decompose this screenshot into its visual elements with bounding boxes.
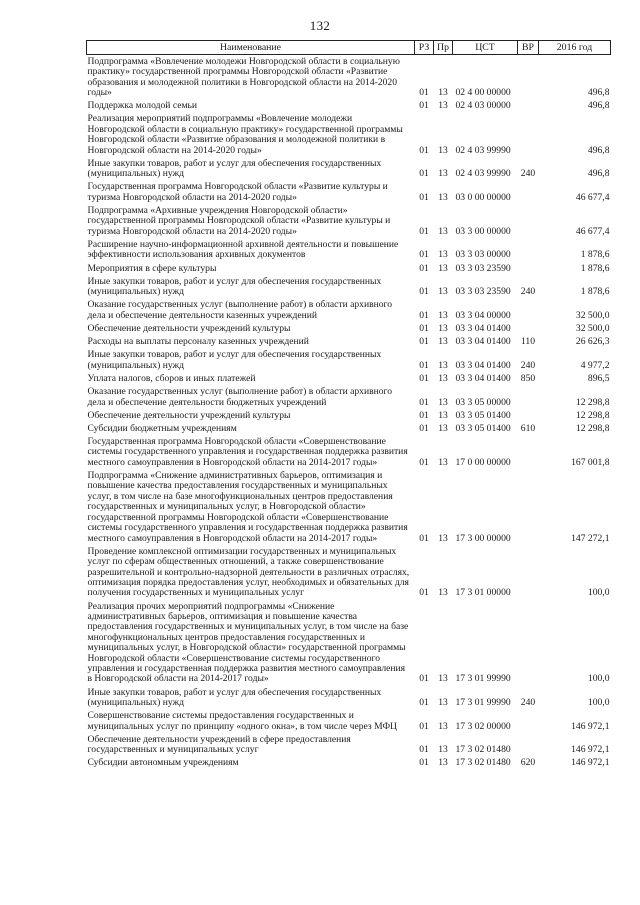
header-vr: ВР	[518, 41, 539, 55]
row-vr	[518, 299, 539, 323]
row-cst: 02 4 03 99990	[455, 144, 511, 156]
row-rz: 01	[419, 191, 429, 203]
row-pr: 13	[438, 100, 448, 112]
row-cst: 03 3 04 01400	[455, 372, 511, 384]
table-row	[87, 733, 611, 757]
row-vr	[518, 733, 539, 757]
row-sum: 32 500,0	[575, 309, 610, 321]
table-row	[87, 436, 611, 470]
row-pr: 13	[438, 532, 448, 544]
row-rz: 01	[419, 696, 429, 708]
row-rz: 01	[419, 225, 429, 237]
header-pr: Пр	[434, 41, 453, 55]
row-name: Расширение научно-информационной архивной деятельности и повышение эффективности использования архивных документов	[87, 238, 399, 261]
row-sum: 496,8	[587, 168, 610, 180]
row-name: Подпрограмма «Вовлечение молодежи Новгородской области в социальную практику» государственной программы Новгородской области «Развитие образования и молодежной политики в Новгородской области на 2014-2020 годы»	[87, 55, 400, 99]
row-sum: 1 878,6	[580, 286, 610, 298]
row-vr	[518, 205, 539, 239]
row-sum: 12 298,8	[575, 422, 610, 434]
table-row	[87, 710, 611, 734]
row-cst: 03 3 03 23590	[455, 262, 511, 274]
row-pr: 13	[438, 673, 448, 685]
table-row	[87, 757, 611, 770]
row-name: Подпрограмма «Архивные учреждения Новгородской области» государственной программы Новгородской области «Развитие культуры и туризма Новгородской области на 2014-2020 годы»	[87, 204, 391, 237]
row-name: Реализация прочих мероприятий подпрограммы «Снижение административных барьеров, оптимизация и повышение качества предоставления государственных и муниципальных услуг, в том числе на базе многофункциональных центров предоставления государственных и муниципальных услуг, в Новгородской области» государственной программы Новгородской области «Совершенствование системы государственного управления и государственная поддержка развития местного самоуправления в Новгородской области на 2014-2017 годы»	[87, 600, 409, 685]
table-header	[87, 41, 611, 55]
row-cst: 17 3 01 99990	[455, 673, 511, 685]
row-sum: 12 298,8	[575, 396, 610, 408]
table-row	[87, 349, 611, 373]
table-row	[87, 686, 611, 710]
row-pr: 13	[438, 757, 448, 769]
row-vr	[518, 386, 539, 410]
row-vr	[518, 113, 539, 157]
table-row	[87, 157, 611, 181]
row-name: Расходы на выплаты персоналу казенных учреждений	[87, 336, 309, 348]
table-row	[87, 262, 611, 275]
row-vr	[518, 436, 539, 470]
row-pr: 13	[438, 696, 448, 708]
table-row	[87, 600, 611, 686]
row-name: Реализация мероприятий подпрограммы «Вовлечение молодежи Новгородской области в социальную практику» государственной программы Новгородской области «Развитие образования и молодежной политики в Новгородской области на 2014-2020 годы»	[87, 113, 403, 156]
row-sum: 147 272,1	[571, 532, 610, 544]
row-pr: 13	[438, 225, 448, 237]
row-pr: 13	[438, 286, 448, 298]
table-row	[87, 275, 611, 299]
row-pr: 13	[438, 422, 448, 434]
row-sum: 46 677,4	[575, 191, 610, 203]
row-rz: 01	[419, 673, 429, 685]
row-name: Государственная программа Новгородской области «Совершенствование системы государственного управления и государственная поддержка развития местного самоуправления в Новгородской области на 2014-2017 годы»	[87, 436, 408, 468]
row-rz: 01	[419, 336, 429, 348]
row-sum: 496,8	[587, 100, 610, 112]
table-row	[87, 423, 611, 436]
row-pr: 13	[438, 309, 448, 321]
row-name: Мероприятия в сфере культуры	[87, 262, 217, 274]
row-rz: 01	[419, 532, 429, 544]
table-row	[87, 181, 611, 205]
row-rz: 01	[419, 422, 429, 434]
row-name: Обеспечение деятельности учреждений культуры	[87, 322, 291, 334]
row-sum: 100,0	[587, 673, 610, 685]
row-rz: 01	[419, 322, 429, 334]
row-cst: 17 3 00 00000	[455, 532, 511, 544]
row-cst: 17 0 00 00000	[455, 456, 511, 468]
row-sum: 496,8	[587, 87, 610, 99]
table-row	[87, 299, 611, 323]
row-cst: 17 3 02 01480	[455, 757, 511, 769]
row-pr: 13	[438, 409, 448, 421]
row-rz: 01	[419, 744, 429, 756]
row-cst: 03 3 00 00000	[455, 225, 511, 237]
row-rz: 01	[419, 100, 429, 112]
row-name: Иные закупки товаров, работ и услуг для обеспечения государственных (муниципальных) нужд	[87, 157, 382, 180]
row-name: Государственная программа Новгородской области «Развитие культуры и туризма Новгородской области на 2014-2020 годы»	[87, 181, 388, 203]
row-cst: 03 3 05 00000	[455, 396, 511, 408]
row-pr: 13	[438, 359, 448, 371]
row-vr	[518, 323, 539, 336]
row-name: Оказание государственных услуг (выполнение работ) в области архивного дела и обеспечение деятельности бюджетных учреждений	[87, 386, 393, 408]
row-pr: 13	[438, 744, 448, 756]
row-pr: 13	[438, 87, 448, 99]
row-pr: 13	[438, 372, 448, 384]
table-row	[87, 470, 611, 546]
row-vr	[518, 181, 539, 205]
row-vr: 240	[520, 286, 536, 298]
row-pr: 13	[438, 168, 448, 180]
row-cst: 17 3 01 00000	[455, 587, 511, 599]
row-cst: 17 3 02 00000	[455, 720, 511, 732]
row-name: Обеспечение деятельности учреждений культуры	[87, 409, 291, 421]
budget-table	[86, 40, 611, 770]
row-rz: 01	[419, 409, 429, 421]
table-row	[87, 373, 611, 386]
row-cst: 03 0 00 00000	[455, 191, 511, 203]
row-cst: 03 3 04 01400	[455, 322, 511, 334]
row-pr: 13	[438, 720, 448, 732]
row-sum: 100,0	[587, 587, 610, 599]
row-name: Субсидии бюджетным учреждениям	[87, 422, 237, 434]
table-row	[87, 205, 611, 239]
row-rz: 01	[419, 309, 429, 321]
row-rz: 01	[419, 359, 429, 371]
row-rz: 01	[419, 249, 429, 261]
row-cst: 03 3 05 01400	[455, 409, 511, 421]
row-vr	[518, 470, 539, 546]
row-pr: 13	[438, 262, 448, 274]
row-vr	[518, 262, 539, 275]
row-vr: 240	[520, 168, 536, 180]
row-sum: 12 298,8	[575, 409, 610, 421]
page-number: 132	[309, 18, 331, 33]
row-vr: 240	[520, 696, 536, 708]
row-sum: 146 972,1	[571, 744, 610, 756]
row-cst: 03 3 03 23590	[455, 286, 511, 298]
row-vr: 110	[520, 336, 536, 348]
row-pr: 13	[438, 587, 448, 599]
row-cst: 03 3 04 01400	[455, 336, 511, 348]
row-pr: 13	[438, 396, 448, 408]
row-vr	[518, 55, 539, 100]
row-name: Совершенствование системы предоставления государственных и муниципальных услуг по принципу «одного окна», в том числе через МФЦ	[87, 710, 397, 732]
table-body	[87, 55, 611, 770]
row-name: Уплата налогов, сборов и иных платежей	[87, 372, 256, 384]
table-row	[87, 100, 611, 113]
row-cst: 03 3 04 01400	[455, 359, 511, 371]
row-cst: 17 3 01 99990	[455, 696, 511, 708]
row-sum: 1 878,6	[580, 262, 610, 274]
row-vr	[518, 100, 539, 113]
row-sum: 100,0	[587, 696, 610, 708]
header-name: Наименование	[87, 41, 415, 55]
table-row	[87, 113, 611, 157]
row-name: Поддержка молодой семьи	[87, 100, 198, 112]
row-name: Оказание государственных услуг (выполнение работ) в области архивного дела и обеспечение деятельности казенных учреждений	[87, 299, 393, 321]
table-row	[87, 55, 611, 100]
row-rz: 01	[419, 720, 429, 732]
row-name: Иные закупки товаров, работ и услуг для обеспечения государственных (муниципальных) нужд	[87, 275, 382, 298]
row-rz: 01	[419, 144, 429, 156]
table-row	[87, 545, 611, 600]
row-rz: 01	[419, 587, 429, 599]
row-name: Субсидии автономным учреждениям	[87, 757, 239, 769]
table-row	[87, 336, 611, 349]
row-name: Проведение комплексной оптимизации государственных и муниципальных услуг по сферам общественных отношений, а также совершенствование разрешительной и контрольно-надзорной деятельности в различных отраслях, оптимизация порядка предоставления услуг, необходимых и обязательных для получения государственных и муниципальных услуг	[87, 545, 410, 599]
row-sum: 146 972,1	[571, 720, 610, 732]
row-cst: 03 3 05 01400	[455, 422, 511, 434]
row-vr	[518, 239, 539, 263]
row-vr: 610	[520, 422, 536, 434]
row-vr	[518, 409, 539, 422]
row-vr: 850	[520, 372, 536, 384]
row-cst: 03 3 03 00000	[455, 249, 511, 261]
row-sum: 32 500,0	[575, 322, 610, 334]
row-name: Подпрограмма «Снижение административных барьеров, оптимизация и повышение качества предоставления государственных и муниципальных услуг, в том числе на базе многофункциональных центров предоставления государственных и муниципальных услуг, в Новгородской области» государственной программы Новгородской области «Совершенствование системы государственного управления и государственная поддержка развития местного самоуправления в Новгородской области на 2014-2017 годы»	[87, 470, 408, 544]
row-rz: 01	[419, 168, 429, 180]
row-vr: 240	[520, 359, 536, 371]
row-pr: 13	[438, 336, 448, 348]
row-sum: 146 972,1	[571, 757, 610, 769]
row-vr	[518, 545, 539, 600]
row-cst: 17 3 02 01480	[455, 744, 511, 756]
table-row	[87, 323, 611, 336]
header-rz: РЗ	[415, 41, 434, 55]
row-sum: 496,8	[587, 144, 610, 156]
table-row	[87, 239, 611, 263]
row-sum: 896,5	[587, 372, 610, 384]
row-rz: 01	[419, 396, 429, 408]
row-pr: 13	[438, 191, 448, 203]
row-sum: 26 626,3	[575, 336, 610, 348]
row-pr: 13	[438, 249, 448, 261]
header-year: 2016 год	[539, 41, 611, 55]
row-pr: 13	[438, 456, 448, 468]
row-vr	[518, 600, 539, 686]
row-rz: 01	[419, 87, 429, 99]
row-sum: 167 001,8	[571, 456, 610, 468]
table-row	[87, 386, 611, 410]
row-cst: 02 4 03 00000	[455, 100, 511, 112]
header-cst: ЦСТ	[453, 41, 518, 55]
row-cst: 02 4 03 99990	[455, 168, 511, 180]
row-rz: 01	[419, 456, 429, 468]
row-cst: 02 4 00 00000	[455, 87, 511, 99]
row-vr: 620	[520, 757, 536, 769]
row-rz: 01	[419, 757, 429, 769]
row-pr: 13	[438, 322, 448, 334]
row-name: Обеспечение деятельности учреждений в сфере предоставления государственных и муниципальных услуг	[87, 733, 351, 756]
row-sum: 46 677,4	[575, 225, 610, 237]
row-name: Иные закупки товаров, работ и услуг для обеспечения государственных (муниципальных) нужд	[87, 349, 382, 371]
row-rz: 01	[419, 286, 429, 298]
row-vr	[518, 710, 539, 734]
row-rz: 01	[419, 372, 429, 384]
row-pr: 13	[438, 144, 448, 156]
table-row	[87, 409, 611, 422]
row-rz: 01	[419, 262, 429, 274]
row-sum: 1 878,6	[580, 249, 610, 261]
row-sum: 4 977,2	[580, 359, 610, 371]
row-cst: 03 3 04 00000	[455, 309, 511, 321]
row-name: Иные закупки товаров, работ и услуг для обеспечения государственных (муниципальных) нужд	[87, 686, 382, 708]
